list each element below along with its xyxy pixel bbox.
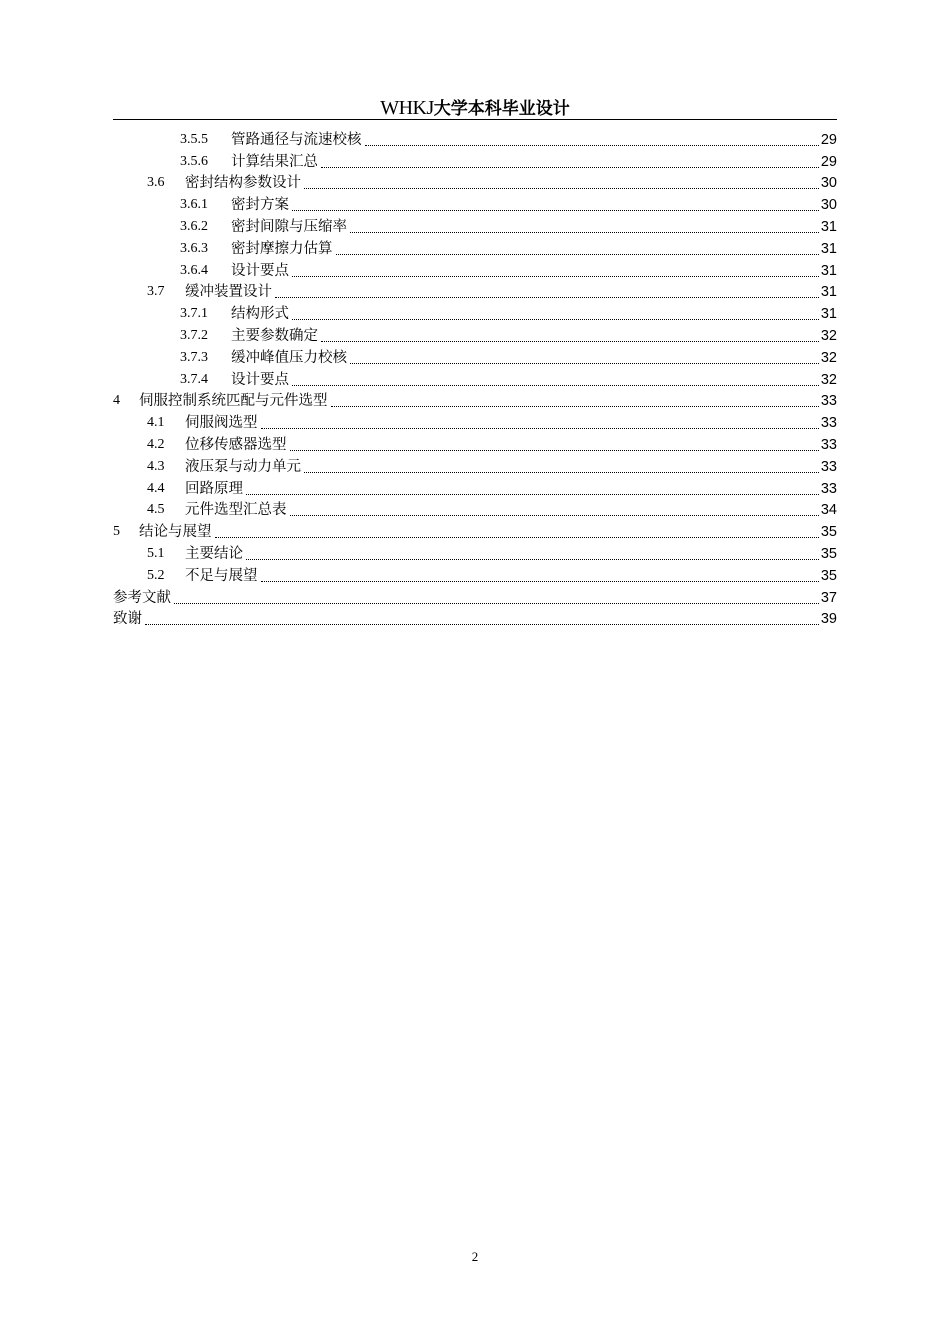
running-header [0, 96, 950, 121]
toc-entry-title: 密封结构参数设计 [185, 175, 301, 192]
toc-entry-number: 4.5 [147, 502, 165, 518]
toc-entry[interactable] [113, 280, 837, 302]
toc-entry-number: 3.7.2 [180, 327, 208, 343]
toc-leader-dots [292, 318, 819, 320]
toc-entry-title: 结构形式 [231, 306, 289, 323]
toc-entry-title: 密封摩擦力估算 [231, 240, 333, 257]
toc-entry-number: 5 [113, 524, 120, 540]
toc-entry-number: 3.5.6 [180, 153, 208, 169]
toc-entry-page: 29 [820, 153, 837, 170]
toc-entry-title: 伺服控制系统匹配与元件选型 [139, 393, 328, 410]
toc-entry-number: 3.6.3 [180, 240, 208, 256]
toc-entry[interactable] [113, 127, 837, 149]
toc-entry-title: 主要结论 [185, 545, 243, 562]
toc-leader-dots [145, 623, 819, 625]
toc-entry[interactable] [113, 367, 837, 389]
toc-entry-number: 3.6.4 [180, 262, 208, 278]
table-of-contents [113, 127, 837, 628]
toc-entry-title: 液压泵与动力单元 [185, 458, 301, 475]
toc-leader-dots [246, 558, 819, 560]
toc-leader-dots [321, 166, 819, 168]
toc-entry-title: 回路原理 [185, 480, 243, 497]
toc-entry[interactable] [113, 498, 837, 520]
header-title: 大学本科毕业设计 [433, 99, 570, 119]
toc-entry-page: 33 [820, 458, 837, 475]
toc-leader-dots [321, 340, 819, 342]
toc-entry[interactable] [113, 432, 837, 454]
toc-entry[interactable] [113, 541, 837, 563]
toc-leader-dots [336, 253, 819, 255]
toc-entry-title: 计算结果汇总 [231, 153, 318, 170]
toc-leader-dots [304, 187, 819, 189]
toc-entry[interactable] [113, 607, 837, 629]
toc-entry-number: 3.6.2 [180, 218, 208, 234]
toc-entry[interactable] [113, 519, 837, 541]
toc-entry-number: 4.2 [147, 436, 165, 452]
toc-entry-number: 4.4 [147, 480, 165, 496]
toc-entry-page: 31 [820, 284, 837, 301]
toc-entry-page: 33 [820, 415, 837, 432]
toc-entry[interactable] [113, 258, 837, 280]
toc-entry-page: 35 [820, 545, 837, 562]
toc-entry-page: 31 [820, 306, 837, 323]
toc-entry-page: 29 [820, 131, 837, 148]
toc-entry[interactable] [113, 410, 837, 432]
toc-entry-page: 33 [820, 436, 837, 453]
toc-entry-page: 31 [820, 218, 837, 235]
toc-entry-title: 伺服阀选型 [185, 415, 258, 432]
toc-entry-page: 37 [820, 589, 837, 606]
toc-leader-dots [331, 405, 819, 407]
header-rule [113, 119, 837, 120]
toc-entry-page: 31 [820, 262, 837, 279]
toc-entry-title: 致谢 [113, 611, 142, 628]
toc-entry[interactable] [113, 171, 837, 193]
toc-entry[interactable] [113, 301, 837, 323]
toc-entry-title: 位移传感器选型 [185, 436, 287, 453]
header-latin: WHKJ [380, 97, 434, 119]
toc-entry-number: 3.7.1 [180, 306, 208, 322]
toc-entry-title: 密封方案 [231, 197, 289, 214]
toc-entry[interactable] [113, 192, 837, 214]
page-number: 2 [471, 1249, 479, 1264]
toc-leader-dots [290, 449, 819, 451]
toc-entry-number: 5.1 [147, 545, 165, 561]
toc-leader-dots [292, 209, 819, 211]
toc-leader-dots [365, 144, 819, 146]
toc-leader-dots [304, 471, 819, 473]
toc-leader-dots [261, 580, 819, 582]
toc-entry-title: 不足与展望 [185, 567, 258, 584]
toc-leader-dots [350, 362, 819, 364]
toc-leader-dots [292, 275, 819, 277]
toc-entry-page: 32 [820, 327, 837, 344]
toc-entry[interactable] [113, 323, 837, 345]
toc-leader-dots [261, 427, 819, 429]
toc-entry-page: 32 [820, 371, 837, 388]
toc-entry-number: 3.7.3 [180, 349, 208, 365]
toc-entry-title: 参考文献 [113, 589, 171, 606]
toc-leader-dots [350, 231, 819, 233]
toc-entry[interactable] [113, 389, 837, 411]
toc-entry-page: 30 [820, 197, 837, 214]
toc-entry[interactable] [113, 345, 837, 367]
toc-entry[interactable] [113, 585, 837, 607]
toc-entry-title: 设计要点 [231, 262, 289, 279]
toc-entry-page: 39 [820, 611, 837, 628]
toc-entry-page: 32 [820, 349, 837, 366]
toc-leader-dots [292, 384, 819, 386]
toc-leader-dots [290, 514, 819, 516]
toc-entry-title: 主要参数确定 [231, 327, 318, 344]
toc-entry[interactable] [113, 476, 837, 498]
toc-entry-title: 管路通径与流速校核 [231, 131, 362, 148]
toc-entry[interactable] [113, 454, 837, 476]
toc-entry-title: 缓冲峰值压力校核 [231, 349, 347, 366]
toc-entry-title: 设计要点 [231, 371, 289, 388]
toc-entry-title: 结论与展望 [139, 524, 212, 541]
toc-leader-dots [275, 296, 819, 298]
toc-entry-page: 31 [820, 240, 837, 257]
toc-entry-number: 3.6.1 [180, 197, 208, 213]
toc-leader-dots [215, 536, 819, 538]
toc-entry-page: 35 [820, 524, 837, 541]
toc-entry[interactable] [113, 236, 837, 258]
toc-entry-title: 缓冲装置设计 [185, 284, 272, 301]
toc-leader-dots [246, 493, 819, 495]
toc-entry-page: 33 [820, 480, 837, 497]
toc-entry-number: 5.2 [147, 567, 165, 583]
toc-entry-number: 3.7.4 [180, 371, 208, 387]
toc-entry-number: 4.1 [147, 415, 165, 431]
toc-entry-number: 3.5.5 [180, 131, 208, 147]
toc-entry[interactable] [113, 149, 837, 171]
toc-entry-page: 35 [820, 567, 837, 584]
toc-entry-number: 4 [113, 393, 120, 409]
toc-entry-number: 3.6 [147, 175, 165, 191]
toc-entry-title: 元件选型汇总表 [185, 502, 287, 519]
toc-entry-title: 密封间隙与压缩率 [231, 218, 347, 235]
toc-entry-number: 3.7 [147, 284, 165, 300]
toc-entry[interactable] [113, 214, 837, 236]
toc-entry-number: 4.3 [147, 458, 165, 474]
toc-leader-dots [174, 602, 819, 604]
toc-entry-page: 30 [820, 175, 837, 192]
toc-entry-page: 33 [820, 393, 837, 410]
toc-entry[interactable] [113, 563, 837, 585]
toc-entry-page: 34 [820, 502, 837, 519]
